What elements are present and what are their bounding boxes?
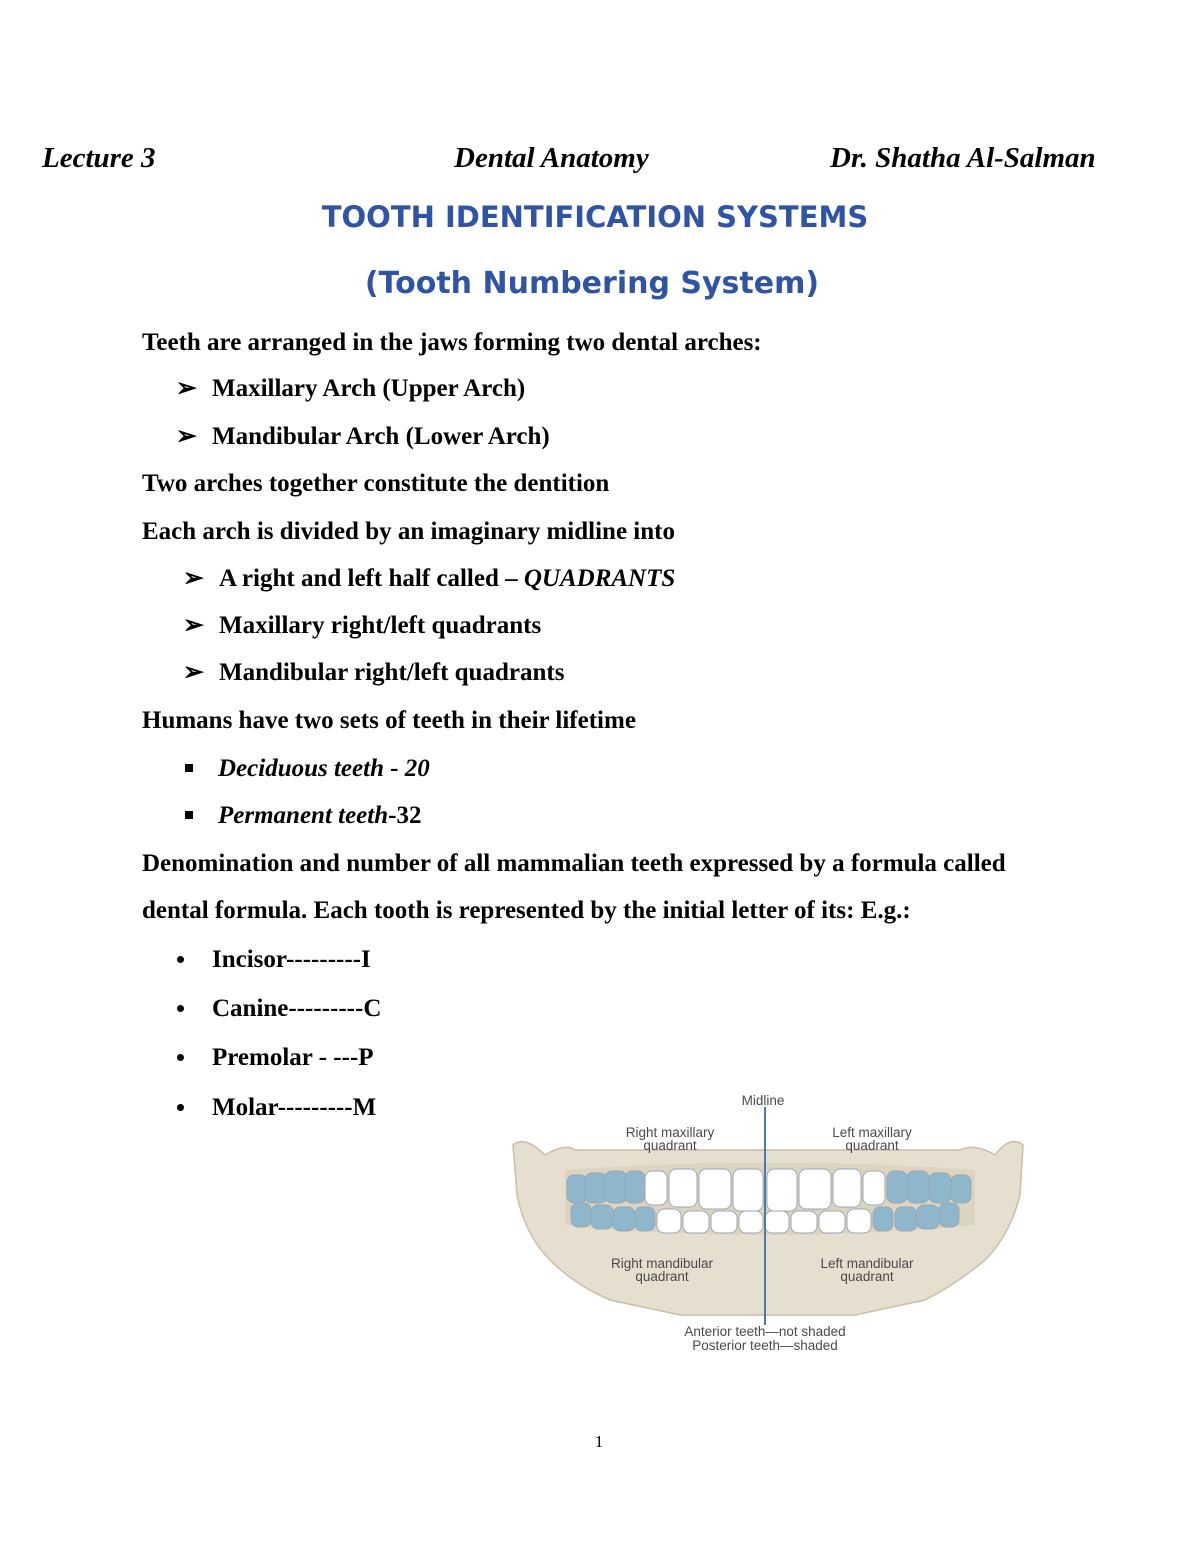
- right-maxillary-label: Right maxillary: [625, 1125, 715, 1140]
- lower-tooth: [635, 1207, 655, 1231]
- left-mandibular-label-2: quadrant: [840, 1269, 894, 1284]
- header-author: Dr. Shatha Al-Salman: [830, 142, 1096, 174]
- square-bullet-icon: [185, 811, 193, 819]
- list-item: Incisor---------I: [177, 945, 371, 975]
- upper-tooth: [767, 1169, 797, 1211]
- list-item: Molar---------M: [177, 1093, 376, 1123]
- upper-tooth: [585, 1173, 607, 1203]
- page-number: 1: [594, 1432, 604, 1451]
- page-subtitle: (Tooth Numbering System): [364, 266, 820, 301]
- upper-tooth: [699, 1169, 731, 1209]
- caption-anterior: Anterior teeth—not shaded: [684, 1324, 846, 1339]
- list-item: ➢ Maxillary right/left quadrants: [183, 612, 542, 639]
- formula-text-line-2: dental formula. Each tooth is represented by the initial letter of its: E.g.:: [142, 897, 911, 924]
- left-maxillary-label-2: quadrant: [845, 1138, 899, 1153]
- left-maxillary-label: Left maxillary: [832, 1125, 912, 1140]
- arrow-bullet-icon: ➢: [183, 612, 204, 639]
- lower-tooth: [939, 1203, 959, 1227]
- intro-text: Teeth are arranged in the jaws forming two dental arches:: [142, 329, 762, 356]
- list-item: Premolar - ---P: [177, 1043, 374, 1073]
- upper-tooth: [863, 1171, 885, 1205]
- list-item: ➢ Maxillary Arch (Upper Arch): [176, 375, 526, 402]
- upper-tooth: [907, 1171, 929, 1203]
- lower-tooth: [819, 1211, 845, 1233]
- dentition-text: Two arches together constitute the dentition: [142, 470, 610, 497]
- lower-tooth: [791, 1211, 817, 1233]
- upper-tooth: [669, 1169, 697, 1207]
- caption-posterior: Posterior teeth—shaded: [692, 1338, 838, 1353]
- sets-text: Humans have two sets of teeth in their lifetime: [142, 707, 636, 734]
- teeth-group: [567, 1169, 971, 1233]
- upper-tooth: [833, 1169, 861, 1207]
- lower-tooth: [847, 1209, 871, 1233]
- lower-tooth: [711, 1211, 737, 1233]
- list-item: Deciduous teeth - 20: [185, 754, 430, 784]
- upper-tooth: [799, 1169, 831, 1209]
- right-mandibular-label-2: quadrant: [635, 1269, 689, 1284]
- lower-tooth: [739, 1211, 763, 1233]
- upper-tooth: [567, 1175, 587, 1203]
- upper-tooth: [929, 1173, 951, 1203]
- dot-bullet-icon: [177, 956, 184, 963]
- lower-tooth: [765, 1211, 789, 1233]
- right-maxillary-label-2: quadrant: [643, 1138, 697, 1153]
- dental-arch-figure: [505, 1085, 1030, 1360]
- formula-text-line-1: Denomination and number of all mammalian teeth expressed by a formula called: [142, 850, 1006, 877]
- midline-label: Midline: [741, 1093, 785, 1108]
- right-mandibular-label: Right mandibular: [610, 1256, 714, 1271]
- list-item: ➢ Mandibular Arch (Lower Arch): [176, 423, 550, 450]
- lower-tooth: [873, 1207, 893, 1231]
- lower-tooth: [571, 1203, 591, 1227]
- upper-tooth: [625, 1171, 645, 1203]
- upper-tooth: [887, 1171, 907, 1203]
- lower-tooth: [591, 1205, 613, 1229]
- upper-tooth: [645, 1171, 667, 1205]
- upper-tooth: [951, 1175, 971, 1203]
- arrow-bullet-icon: ➢: [183, 565, 204, 592]
- list-item: ➢ A right and left half called – QUADRANTS: [183, 565, 676, 592]
- arrow-bullet-icon: ➢: [176, 375, 197, 402]
- left-mandibular-label: Left mandibular: [820, 1256, 914, 1271]
- square-bullet-icon: [185, 764, 193, 772]
- lower-tooth: [917, 1205, 939, 1229]
- lower-tooth: [613, 1207, 635, 1231]
- header-lecture: Lecture 3: [42, 142, 156, 174]
- header-course: Dental Anatomy: [454, 142, 649, 174]
- midline-text: Each arch is divided by an imaginary midline into: [142, 518, 675, 545]
- page-title: TOOTH IDENTIFICATION SYSTEMS: [321, 200, 869, 234]
- arrow-bullet-icon: ➢: [183, 659, 204, 686]
- upper-tooth: [605, 1171, 627, 1203]
- arrow-bullet-icon: ➢: [176, 423, 197, 450]
- list-item: ➢ Mandibular right/left quadrants: [183, 659, 565, 686]
- list-item: Permanent teeth-32: [185, 801, 421, 831]
- dot-bullet-icon: [177, 1104, 184, 1111]
- list-item: Canine---------C: [177, 994, 381, 1024]
- dot-bullet-icon: [177, 1054, 184, 1061]
- upper-tooth: [733, 1169, 763, 1211]
- lower-tooth: [895, 1207, 917, 1231]
- lower-tooth: [657, 1209, 681, 1233]
- dot-bullet-icon: [177, 1005, 184, 1012]
- lower-tooth: [683, 1211, 709, 1233]
